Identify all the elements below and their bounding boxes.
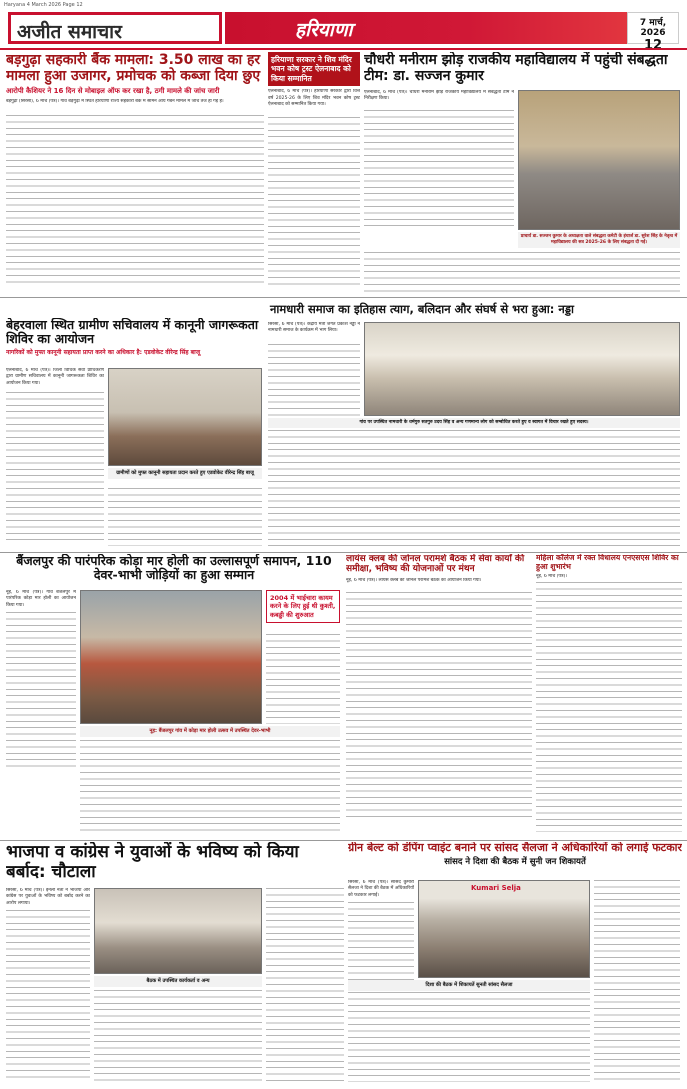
headline: नामधारी समाज का इतिहास त्याग, बलिदान और संघर्ष से भरा हुआ: नड्डा [270,302,574,316]
masthead-rule [0,48,687,50]
headline: चौधरी मनीराम झोड़ राजकीय महाविद्यालय में पहुंची संबद्धता टीम: डा. सज्जन कुमार [364,52,668,85]
article-body-lines-2 [268,430,680,548]
college-team-photo [518,90,680,230]
lead-paragraph: सिरसा, 6 मार्च (पत्र)। सांसद कुमारी सैलजा ने दिशा की बैठक में अधिकारियों को फटकार लगाई। [348,880,414,898]
article-body-lines-3 [594,880,680,1082]
inset-highlight: 2004 में भाईचारा कायम करने के लिए हुई थी कुश्ती, कबड्डी की शुरुआत [266,590,340,623]
article-body-lines [6,392,104,542]
article-body-lines [6,612,76,772]
article-body-lines [6,910,90,1082]
chautala-meeting-photo [94,888,262,974]
subheadline: नागरिकों को मुफ्त कानूनी सहायता प्राप्त करने का अधिकार है: एडवोकेट वीरेन्द्र सिंह बाजू [6,348,201,356]
article-body-lines [6,115,264,285]
story-college-affiliation [364,52,682,295]
masthead [0,10,687,48]
newspaper-name: अजीत समाचार [17,21,122,43]
photo-caption: बैठक में उपस्थित कार्यकर्ता व अन्य [94,976,262,987]
legal-camp-photo [108,368,262,466]
section-band [225,12,630,44]
newspaper-logo [8,12,222,44]
story-kora-holi [6,554,342,838]
section-divider-2 [0,552,687,553]
lead-paragraph: नूह, 6 मार्च (पत्र)। [536,574,568,580]
article-body-lines-2 [348,992,590,1082]
article-body-lines [536,582,682,832]
meeting-banner-text: Kumari Selja [471,884,521,892]
article-body-lines-2 [364,252,680,294]
headline: लायंस क्लब की जोनल परामर्श बैठक में सेवा कार्यों की समीक्षा, भविष्य की योजनाओं पर मंथन [346,554,525,575]
article-body-lines-2 [80,740,340,836]
article-body-lines-2 [108,488,262,546]
story-selja [348,842,682,1084]
date-box [627,12,679,48]
article-body-lines-2 [94,990,262,1082]
photo-caption: नूह: बैंजलपुर गांव में कोड़ा मार होली उत्सव में उपस्थित देवर-भाभी [80,726,340,737]
headline: हरियाणा सरकार ने शिव मंदिर भवन कोष ट्रस्ट ऐलनाबाद को किया सम्मानित [268,52,360,86]
article-body-lines [346,592,532,822]
subheadline: आरोपी कैशियर ने 16 दिन से मोबाइल ऑफ कर रखा है, ठगी मामले की जांच जारी [6,87,220,96]
photo-caption: ग्रामीणों को मुफ्त कानूनी सहायता प्रदान करते हुए एडवोकेट वीरेन्द्र सिंह बाजू [108,468,262,479]
headline: महिला कॉलेज में रक्त विधालय एनएसएस शिविर का हुआ शुभारंभ [536,554,679,571]
namdhari-event-photo [364,322,680,416]
story-bank-case [6,52,264,295]
lead-paragraph: ऐलनाबाद, 6 मार्च (पत्र)। जिला विधिक सेवा प्राधिकरण द्वारा ग्रामीण सचिवालय में कानूनी जागरूकता शिविर का आयोजन किया गया। [6,368,104,386]
article-body-lines-3 [266,888,344,1082]
article-body-lines [268,344,360,416]
lead-paragraph: बड़गुढ़ा (सिरसा), 6 मार्च (पत्र)। गांव बड़गुढ़ा में स्थित हरियाणा राज्य सहकारी बैंक में सामने आये गबन मामले में जांच तेज हो गई है। [6,98,224,104]
lead-paragraph: ऐलनाबाद, 6 मार्च (पत्र)। चौधरी मनीराम झोड़ राजकीय महाविद्यालय में संबद्धता टीम ने निरीक्षण किया। [364,90,514,102]
section-title: हरियाणा [295,19,353,41]
section-divider [0,297,687,298]
photo-caption: दिशा की बैठक में शिकायतें सुनती सांसद सैलजा [348,980,590,991]
lead-paragraph: ऐलनाबाद, 6 मार्च (पत्र)। हरियाणा सरकार द्वारा वित्त वर्ष 2025-26 के लिए शिव मंदिर भवन कोष ट्रस्ट ऐलनाबाद को सम्मानित किया गया। [268,89,360,107]
story-namdhari [268,300,682,550]
story-nss-camp [536,554,682,838]
selja-meeting-photo [418,880,590,978]
lead-paragraph: सिरसा, 6 मार्च (पत्र)। इनेलो नेता ने भाजपा और कांग्रेस पर युवाओं के भविष्य को बर्बाद करने का आरोप लगाया। [6,888,90,906]
inset-body-lines [266,634,340,724]
headline: बैंजलपुर की पारंपरिक कोड़ा मार होली का उल्लासपूर्ण समापन, 110 देवर-भाभी जोड़ियों का हुआ सम्मान [16,554,332,583]
photo-caption: गांव पर उपस्थित नामधारी के धर्मगुरु सतगुरु उदय सिंह व अन्य गणमान्य लोग को सम्बोधित करते हुए व स्वागत में विचार रखते हुए सदस्य। [268,418,680,428]
story-shiv-mandir [268,52,360,295]
section-divider-3 [0,840,687,841]
kora-holi-photo [80,590,262,724]
article-body-lines [268,117,360,287]
story-lions-club [346,554,532,838]
headline: बड़गुढ़ा सहकारी बैंक मामला: 3.50 लाख का हर मामला हुआ उजागर, प्रमोचक को कब्जा दिया छुए [6,52,261,85]
lead-paragraph: नूह, 6 मार्च (पत्र)। लायंस क्लब की जोनल परामर्श बैठक का आयोजन किया गया। [346,577,482,583]
headline: भाजपा व कांग्रेस ने युवाओं के भविष्य को किया बर्बाद: चौटाला [6,842,299,883]
print-meta-line: Haryana 4 March 2026 Page 12 [4,2,83,8]
lead-paragraph: सिरसा, 6 मार्च (पत्र)। केंद्रीय मंत्री जगत प्रकाश नड्डा ने नामधारी समाज के कार्यक्रम में भाग लिया। [268,322,360,334]
headline: ग्रीन बेल्ट को डंपिंग प्वाइंट बनाने पर सांसद सैलजा ने अधिकारियों को लगाई फटकार [348,842,682,854]
story-legal-camp [6,318,264,550]
article-body-lines [364,110,514,230]
lead-paragraph: नूह, 6 मार्च (पत्र)। गांव बैंजलपुर में पारंपरिक कोड़ा मार होली का आयोजन किया गया। [6,590,76,608]
story-chautala [6,842,344,1084]
article-body-lines [348,902,414,982]
page-number: 12 [643,38,663,48]
headline: बेहरवाला स्थित ग्रामीण सचिवालय में कानूनी जागरूकता शिविर का आयोजन [6,318,259,347]
photo-caption: प्राचार्य डा. सज्जन कुमार के अध्यक्षता वाले संबद्धता कमेटी के इंचार्ज डा. सुरेश सिंह के नेतृत्व में महाविद्यालय की सत्र 2025-26 के लिए संबद्धता दी गई। [518,232,680,248]
subheadline: सांसद ने दिशा की बैठक में सुनी जन शिकायतें [444,856,586,867]
issue-date: 7 मार्च, 2026 [639,18,667,38]
